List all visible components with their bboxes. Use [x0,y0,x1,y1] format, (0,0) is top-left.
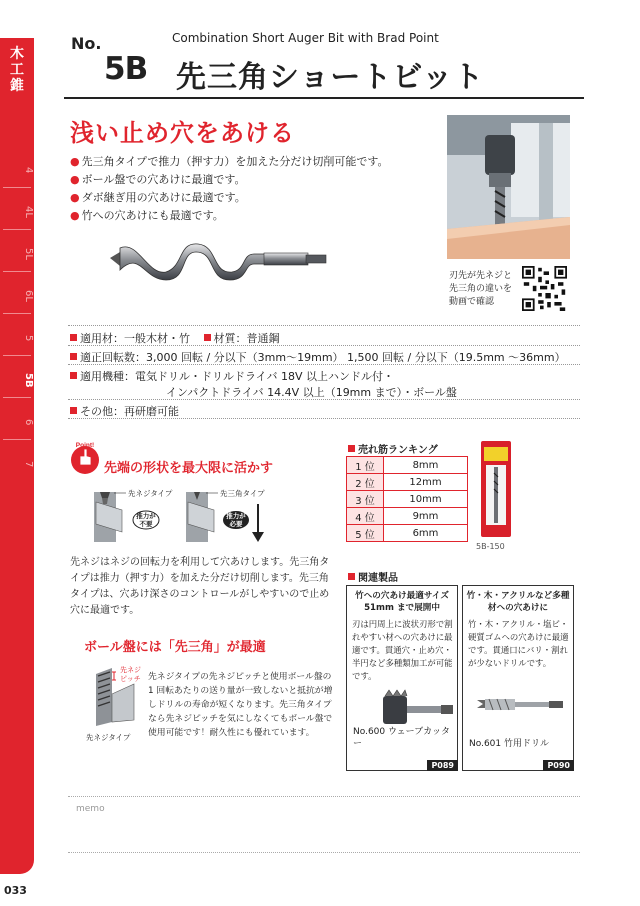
rank-size: 9mm [384,508,468,525]
square-bullet-icon [70,334,77,341]
tip-comparison-diagram [86,484,286,550]
rank-size: 12mm [384,474,468,491]
product-code: 5B [104,51,148,87]
svg-text:必要: 必要 [229,520,243,528]
table-row [347,508,468,525]
sidebar-divider [3,355,31,356]
spec-machine-row-2: インパクトドライバ 14.4V 以上（19mm まで）・ボール盤 [166,386,457,399]
svg-text:ピッチ: ピッチ [120,675,141,683]
svg-text:Point!: Point! [75,442,95,449]
package-code: 5B-150 [476,542,505,551]
related-title: 関連製品 [348,569,398,584]
auger-bit-image [108,236,328,284]
divider [68,399,580,400]
square-bullet-icon [70,407,77,414]
bamboo-drill-image [475,690,565,720]
svg-text:先ネジ: 先ネジ [120,666,141,674]
square-bullet-icon [204,334,211,341]
sidebar-divider [3,313,31,314]
related-product-text: 刃は円周上に波状刃形で割れやすい材への穴あけに最適です。貫通穴・止め穴・半円など多種類加工が可能です。 [352,619,453,681]
screw-pitch-diagram [84,664,146,746]
table-row [347,474,468,491]
sidebar-tab-5l[interactable]: 5L [23,248,34,260]
sidebar-tab-6l[interactable]: 6L [23,290,34,302]
header-english-title: Combination Short Auger Bit with Brad Point [172,31,439,45]
bullet-icon: ● [70,191,80,204]
ranking-table [346,456,468,542]
related-page-ref[interactable]: P090 [543,760,574,771]
header-divider [64,97,584,99]
sidebar-divider [3,397,31,398]
headline: 浅い止め穴をあける [70,119,295,147]
memo-line [68,852,580,853]
drill-press-photo [447,115,570,259]
related-product-name: No.600 ウェーブカッター [353,727,450,749]
spec-machine-row: 適用機種：電気ドリル・ドリルドライバ 18V 以上ハンドル付・ [70,368,394,384]
related-page-ref[interactable]: P089 [427,760,458,771]
table-row [347,525,468,542]
related-product-head: 竹への穴あけ最適サイズ 51mm まで展開中 [355,591,449,613]
sidebar-tab-5b[interactable]: 5B [23,372,34,388]
svg-text:先三角タイプ: 先三角タイプ [220,489,265,498]
related-product-head: 竹・木・アクリルなど多種材への穴あけに [466,591,570,613]
rank-position: 3 位 [347,491,384,508]
point-body-text: 先ネジはネジの回転力を利用して穴あけします。先三角タイプは推力（押す力）を加えた分だけ切削します。先三角タイプは、穴あけ深さのコントロールがしやすいので止め穴に最適です。 [70,557,330,616]
rank-position: 5 位 [347,525,384,542]
page-title: 先三角ショートビット [176,60,485,95]
bullet-icon: ● [70,209,80,222]
sidebar-divider [3,271,31,272]
sidebar-divider [3,229,31,230]
sidebar-divider [3,439,31,440]
rank-position: 1 位 [347,457,384,474]
point-badge-icon [68,441,102,475]
square-bullet-icon [348,573,355,580]
related-product-card[interactable] [462,585,574,771]
svg-text:先ネジタイプ: 先ネジタイプ [128,489,173,498]
related-product-name: No.601 竹用ドリル [469,739,549,749]
sidebar-tab-7[interactable]: 7 [23,460,34,468]
square-bullet-icon [348,445,355,452]
svg-text:推力が: 推力が [136,512,156,520]
rank-position: 4 位 [347,508,384,525]
memo-line [68,796,580,797]
svg-text:不要: 不要 [139,520,153,528]
svg-text:推力が: 推力が [226,512,246,520]
square-bullet-icon [70,372,77,379]
divider [68,345,580,346]
feature-item: ● ダボ継ぎ用の穴あけに最適です。 [70,191,246,204]
ball-press-body-text: 先ネジタイプの先ネジピッチと使用ボール盤の 1 回転あたりの送り量が一致しないと抵抗が増しドリルの寿命が短くなります。先三角タイプなら先ネジピッチを気にしなくてもボール盤で使用可能です！耐久性にも優れています。 [148,672,333,738]
sidebar-tab-6[interactable]: 6 [23,418,34,426]
spec-rpm-row: 適正回転数：3,000 回転 / 分以下（3mm〜19mm） 1,500 回転 / 分以下（19.5mm 〜36mm） [70,349,566,365]
sidebar-divider [3,187,31,188]
bullet-icon: ● [70,173,80,186]
header-no-label: No. [71,34,102,53]
ranking-title: 売れ筋ランキング [348,441,438,456]
rank-size: 6mm [384,525,468,542]
ball-press-title: ボール盤には「先三角」が最適 [84,640,266,655]
square-bullet-icon [70,353,77,360]
sidebar-category: 木工錐 [10,46,24,94]
memo-label: memo [76,804,105,814]
sidebar-tab-5[interactable]: 5 [23,334,34,342]
related-product-card[interactable] [346,585,458,771]
bullet-icon: ● [70,155,80,168]
spec-material-row: 適用材：一般木材・竹 材質：普通鋼 [70,330,280,346]
photo-caption: 刃先が先ネジと先三角の違いを動画で確認 [449,271,513,307]
feature-item: ● ボール盤での穴あけに最適です。 [70,173,246,186]
table-row [347,457,468,474]
package-image [478,441,514,537]
feature-item: ● 竹への穴あけにも最適です。 [70,209,224,222]
wave-cutter-image [381,686,455,728]
qr-code[interactable] [522,266,567,311]
rank-size: 8mm [384,457,468,474]
point-title: 先端の形状を最大限に活かす [104,461,274,476]
rank-position: 2 位 [347,474,384,491]
svg-text:先ネジタイプ: 先ネジタイプ [86,733,131,742]
page-number: 033 [4,884,27,897]
divider [68,364,580,365]
feature-item: ● 先三角タイプで推力（押す力）を加えた分だけ切削可能です。 [70,155,389,168]
sidebar-tab-4[interactable]: 4 [23,166,34,174]
divider [68,325,580,326]
divider [68,418,580,419]
sidebar-tab-4l[interactable]: 4L [23,206,34,218]
table-row [347,491,468,508]
spec-other-row: その他：再研磨可能 [70,403,179,419]
related-product-text: 竹・木・アクリル・塩ビ・硬質ゴムへの穴あけに最適です。貫通口にバリ・割れが少ないドリルです。 [468,619,569,668]
rank-size: 10mm [384,491,468,508]
